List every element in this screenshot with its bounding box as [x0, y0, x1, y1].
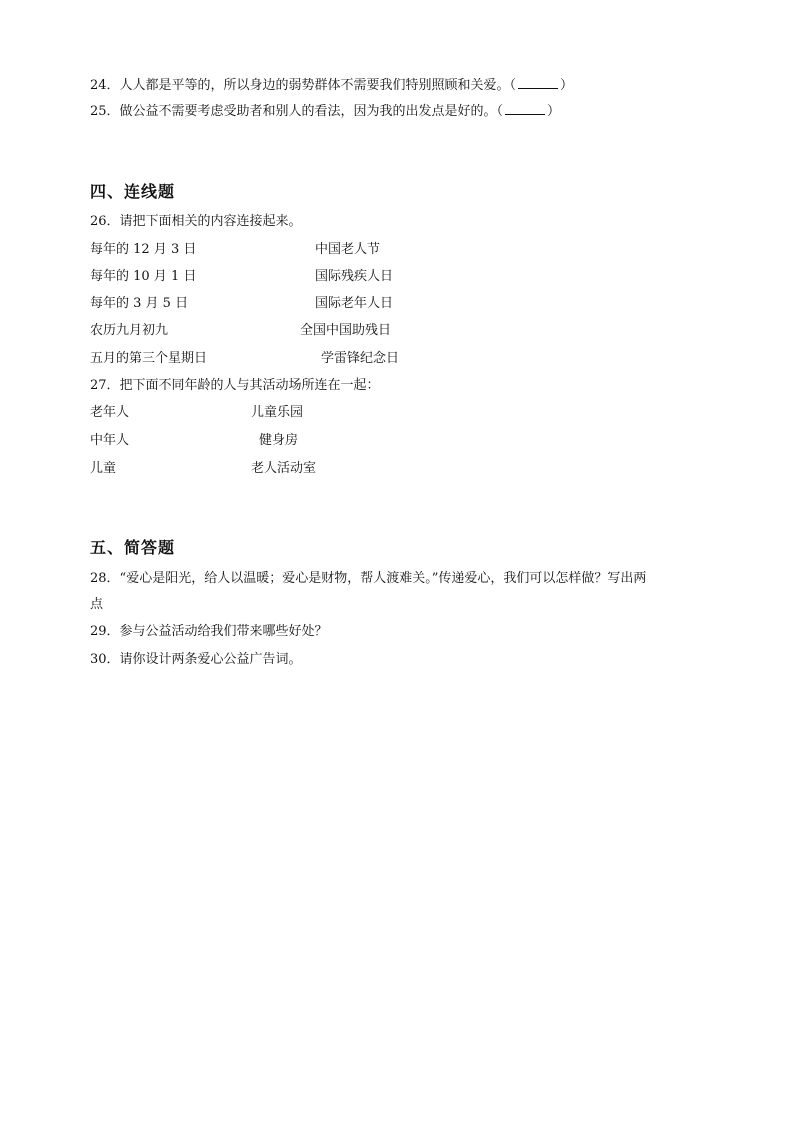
- question-25-close: ）: [547, 104, 561, 119]
- match-row: [90, 294, 394, 314]
- question-24: [90, 76, 573, 96]
- question-25-text: 25．做公益不需要考虑受助者和别人的看法，因为我的出发点是好的。（: [90, 104, 504, 119]
- question-28-line1: 28．“爱心是阳光，给人以温暖；爱心是财物，帮人渡难关。”传递爱心，我们可以怎样做？写出两: [90, 571, 647, 586]
- match-row: [90, 240, 381, 260]
- match-left-item[interactable]: 每年的 10 月 1 日: [90, 269, 197, 284]
- match-row: [90, 349, 400, 369]
- match-row: [90, 403, 304, 423]
- answer-blank-25[interactable]: [505, 102, 545, 115]
- match-row: [90, 321, 392, 341]
- match-row: [90, 431, 299, 451]
- match-right-item[interactable]: 儿童乐园: [251, 405, 304, 420]
- question-26-prompt: 26．请把下面相关的内容连接起来。: [90, 214, 302, 229]
- match-right-item[interactable]: 中国老人节: [315, 242, 381, 257]
- section-short-answer-title: 五、简答题: [90, 538, 176, 557]
- match-right-item[interactable]: 学雷锋纪念日: [321, 351, 400, 366]
- match-right-item[interactable]: 健身房: [259, 433, 299, 448]
- match-right-item[interactable]: 国际残疾人日: [315, 269, 394, 284]
- question-30: 30．请你设计两条爱心公益广告词。: [90, 652, 302, 667]
- match-right-item[interactable]: 全国中国助残日: [300, 323, 392, 338]
- question-29: 29．参与公益活动给我们带来哪些好处？: [90, 624, 328, 639]
- match-row: [90, 267, 394, 287]
- match-left-item[interactable]: 儿童: [90, 461, 117, 476]
- match-row: [90, 459, 317, 479]
- question-24-text: 24．人人都是平等的，所以身边的弱势群体不需要我们特别照顾和关爱。（: [90, 78, 517, 93]
- answer-blank-24[interactable]: [518, 76, 558, 89]
- match-left-item[interactable]: 老年人: [90, 405, 130, 420]
- question-25: [90, 102, 560, 122]
- match-right-item[interactable]: 国际老年人日: [315, 296, 394, 311]
- match-left-item[interactable]: 中年人: [90, 433, 130, 448]
- match-right-item[interactable]: 老人活动室: [251, 461, 317, 476]
- question-27-prompt: 27．把下面不同年龄的人与其活动场所连在一起：: [90, 378, 380, 393]
- match-left-item[interactable]: 每年的 3 月 5 日: [90, 296, 189, 311]
- match-left-item[interactable]: 每年的 12 月 3 日: [90, 242, 197, 257]
- section-matching-title: 四、连线题: [90, 182, 176, 201]
- match-left-item[interactable]: 农历九月初九: [90, 323, 169, 338]
- question-28-line2: 点: [90, 597, 104, 612]
- match-left-item[interactable]: 五月的第三个星期日: [90, 351, 208, 366]
- question-24-close: ）: [560, 78, 574, 93]
